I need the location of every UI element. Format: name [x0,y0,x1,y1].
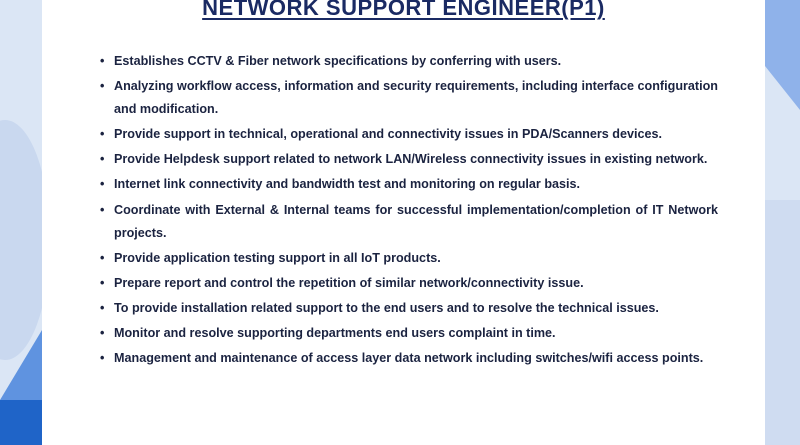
decorative-shape-right [765,0,800,110]
duty-text: Monitor and resolve supporting departments end users complaint in time. [114,326,556,341]
duty-item [100,347,718,370]
duty-text: Provide Helpdesk support related to network LAN/Wireless connectivity issues in existing network. [114,152,708,167]
duty-text: Provide application testing support in all IoT products. [114,250,441,265]
duties-list [100,50,718,372]
duty-text: Establishes CCTV & Fiber network specifications by conferring with users. [114,54,562,68]
bullet-icon: • [100,202,105,217]
duty-item [100,123,718,146]
decorative-block-right [765,200,800,445]
duty-item [100,322,718,345]
duty-text: Management and maintenance of access layer data network including switches/wifi access points. [114,351,704,366]
duty-text: Analyzing workflow access, information and security requirements, including interface configuration and modification. [114,79,718,117]
duty-item [100,247,718,270]
duty-item [100,272,718,295]
bullet-icon: • [100,250,105,265]
duty-text: Internet link connectivity and bandwidth test and monitoring on regular basis. [114,177,581,192]
duty-item [100,50,718,73]
duty-text: Prepare report and control the repetition of similar network/connectivity issue. [114,275,584,290]
bullet-icon: • [100,177,105,192]
bullet-icon: • [100,127,105,142]
duty-item [100,297,718,320]
duty-item [100,199,718,245]
bullet-icon: • [100,79,105,94]
bullet-icon: • [100,275,105,290]
job-description-card [42,0,765,445]
job-title: NETWORK SUPPORT ENGINEER(P1) [202,0,605,20]
duty-text: Coordinate with External & Internal teams for successful implementation/completion of IT Network projects. [114,202,718,240]
bullet-icon: • [100,300,105,315]
bullet-icon: • [100,326,105,341]
bullet-icon: • [100,351,105,366]
duty-text: To provide installation related support to the end users and to resolve the technical issues. [114,300,659,315]
duty-item [100,173,718,196]
duty-item [100,75,718,121]
decorative-block-left [0,400,42,445]
duty-text: Provide support in technical, operational and connectivity issues in PDA/Scanners devices. [114,127,662,142]
duty-item [100,148,718,171]
bullet-icon: • [100,54,105,68]
bullet-icon: • [100,152,105,167]
